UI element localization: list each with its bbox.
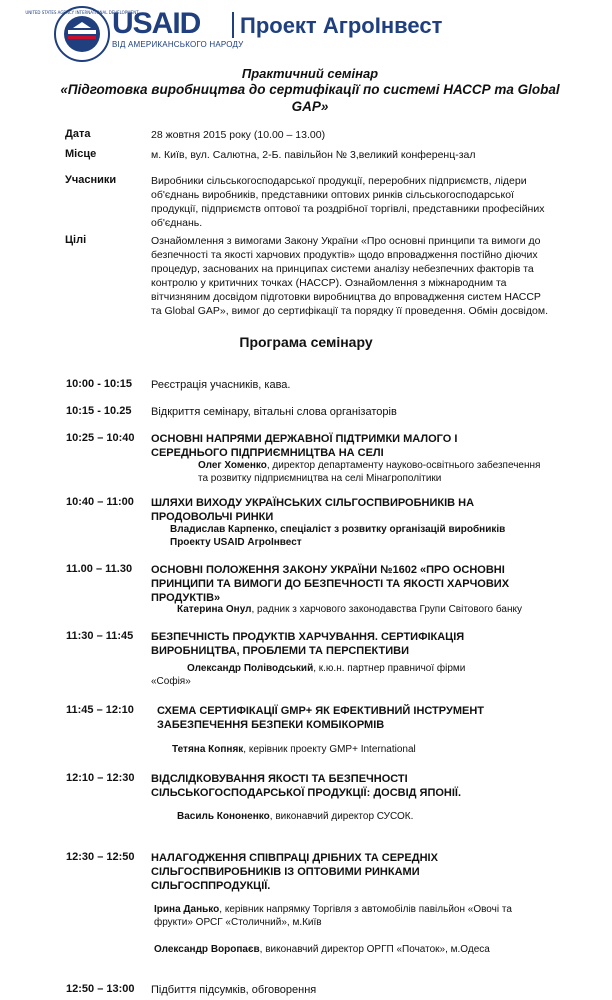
seminar-type: Практичний семінар — [241, 66, 379, 81]
program-speaker — [198, 459, 548, 485]
project-name: Проект АгроІнвест — [240, 13, 443, 38]
program-speaker: Владислав Карпенко, спеціаліст з розвитку організацій виробників Проекту USAID АгроІнвест — [170, 524, 506, 548]
program-speaker — [172, 743, 552, 756]
date-label: Дата — [65, 128, 91, 140]
seal-text: UNITED STATES AGENCY INTERNATIONAL DEVELOPMENT — [25, 10, 139, 15]
participants-value: Виробники сільськогосподарської продукції, переробних підприємств, лідери об'єднань виробників, представники оптових ринків сільськогосподарської продукції, підприємств оптової та роздрібної торгівлі, представники професійних об'єднань. — [151, 175, 545, 229]
speaker-name: Тетяна Копняк — [172, 744, 244, 755]
seminar-title: «Підготовка виробництва до сертифікації по системі НАССР та Global GAP» — [60, 82, 560, 114]
speaker-role: , виконавчий директор ОРГП «Початок», м.Одеса — [259, 944, 490, 955]
program-time: 12:50 – 13:00 — [66, 983, 135, 995]
program-topic: НАЛАГОДЖЕННЯ СПІВПРАЦІ ДРІБНИХ ТА СЕРЕДНІХ СІЛЬГОСПВИРОБНИКІВ ІЗ ОПТОВИМИ РИНКАМИ СІЛЬГОСППРОДУКЦІЇ. — [151, 852, 438, 892]
speaker-role: , виконавчий директор СУСОК. — [269, 811, 414, 822]
speaker-role: , керівник напрямку Торгівля з автомобілів павільйон «Овочі та фрукти» ОРСГ «Столичний», м.Київ — [154, 904, 512, 928]
speaker-name: Олег Хоменко — [198, 460, 267, 471]
usaid-logo: USAID — [112, 7, 201, 40]
program-time: 11:30 – 11:45 — [66, 630, 134, 642]
program-time: 10:00 - 10:15 — [66, 378, 133, 390]
program-topic: ОСНОВНІ ПОЛОЖЕННЯ ЗАКОНУ УКРАЇНИ №1602 «ПРО ОСНОВНІ ПРИНЦИПИ ТА ВИМОГИ ДО БЕЗПЕЧНОСТІ ТА ЯКОСТІ ХАРЧОВИХ ПРОДУКТІВ» — [151, 564, 510, 604]
program-title: Програма семінару — [239, 334, 373, 350]
speaker-role: , радник з харчового законодавства Групи Світового банку — [251, 604, 522, 615]
program-time: 12:10 – 12:30 — [66, 772, 135, 784]
program-time: 12:30 – 12:50 — [66, 851, 135, 863]
program-item-text: Реєстрація учасників, кава. — [151, 379, 291, 391]
speaker-role: , директор департаменту науково-освітнього забезпечення та розвитку підприємництва на селі Мінагрополітики — [198, 460, 541, 484]
speaker-name: Олександр Поліводський — [187, 663, 314, 674]
speaker-name: Ірина Данько — [154, 904, 220, 915]
program-topic: ВІДСЛІДКОВУВАННЯ ЯКОСТІ ТА БЕЗПЕЧНОСТІ СІЛЬСЬКОГОСПОДАРСЬКОЇ ПРОДУКЦІЇ: ДОСВІД ЯПОНІЇ. — [151, 773, 462, 799]
program-item-text: Відкриття семінару, вітальні слова організаторів — [151, 406, 397, 418]
usaid-seal-icon — [25, 6, 139, 62]
program-topic: ОСНОВНІ НАПРЯМИ ДЕРЖАВНОЇ ПІДТРИМКИ МАЛОГО І СЕРЕДНЬОГО ПІДПРИЄМНИЦТВА НА СЕЛІ — [151, 433, 458, 459]
speaker-name: Катерина Онул — [177, 604, 252, 615]
speaker-role: , к.ю.н. партнер правничої фірми «Софія» — [151, 663, 466, 687]
goals-label: Цілі — [65, 234, 87, 246]
place-label: Місце — [65, 148, 97, 160]
program-speaker — [154, 903, 514, 929]
program-speaker-2 — [154, 943, 554, 956]
program-item-text: Підбиття підсумків, обговорення — [151, 984, 317, 996]
place-value: м. Київ, вул. Салютна, 2-Б. павільйон № 3,великий конференц-зал — [151, 149, 476, 161]
speaker-name: Василь Кононенко — [177, 811, 270, 822]
logo-divider — [232, 12, 234, 38]
program-topic: ШЛЯХИ ВИХОДУ УКРАЇНСЬКИХ СІЛЬГОСПВИРОБНИКІВ НА ПРОДОВОЛЬЧІ РИНКИ — [151, 497, 475, 523]
program-topic: БЕЗПЕЧНІСТЬ ПРОДУКТІВ ХАРЧУВАННЯ. СЕРТИФІКАЦІЯ ВИРОБНИЦТВА, ПРОБЛЕМИ ТА ПЕРСПЕКТИВИ — [151, 631, 465, 657]
speaker-name: Олександр Воропаєв — [154, 944, 260, 955]
participants-label: Учасники — [65, 174, 117, 186]
usaid-logo-subtitle: ВІД АМЕРИКАНСЬКОГО НАРОДУ — [112, 40, 244, 49]
goals-value: Ознайомлення з вимогами Закону України «Про основні принципи та вимоги до безпечності та якості харчових продуктів» щодо впровадження постійно діючих процедур, заснованих на принципах системи аналізу небезпечних факторів та контролю у критичних точках (НАССР). Ознайомлення з міжнародним та вітчизняним досвідом підготовки виробництва до впровадження систем НАССР та Global GAP», вимог до сертифікації та порядку її проведення. Обмін досвідом. — [151, 235, 548, 317]
program-time: 10:40 – 11:00 — [66, 496, 134, 508]
program-time: 10:15 - 10.25 — [66, 405, 132, 417]
program-topic: СХЕМА СЕРТИФІКАЦІЇ GMP+ ЯК ЕФЕКТИВНИЙ ІНСТРУМЕНТ ЗАБЕЗПЕЧЕННЯ БЕЗПЕКИ КОМБІКОРМІВ — [157, 705, 484, 731]
program-speaker — [177, 810, 547, 823]
date-value: 28 жовтня 2015 року (10.00 – 13.00) — [151, 129, 326, 141]
program-time: 10:25 – 10:40 — [66, 432, 135, 444]
program-time: 11.00 – 11.30 — [66, 563, 133, 575]
program-speaker — [177, 603, 547, 616]
program-speaker — [151, 662, 481, 688]
speaker-role: , керівник проекту GMP+ International — [243, 744, 416, 755]
program-time: 11:45 – 12:10 — [66, 704, 134, 716]
